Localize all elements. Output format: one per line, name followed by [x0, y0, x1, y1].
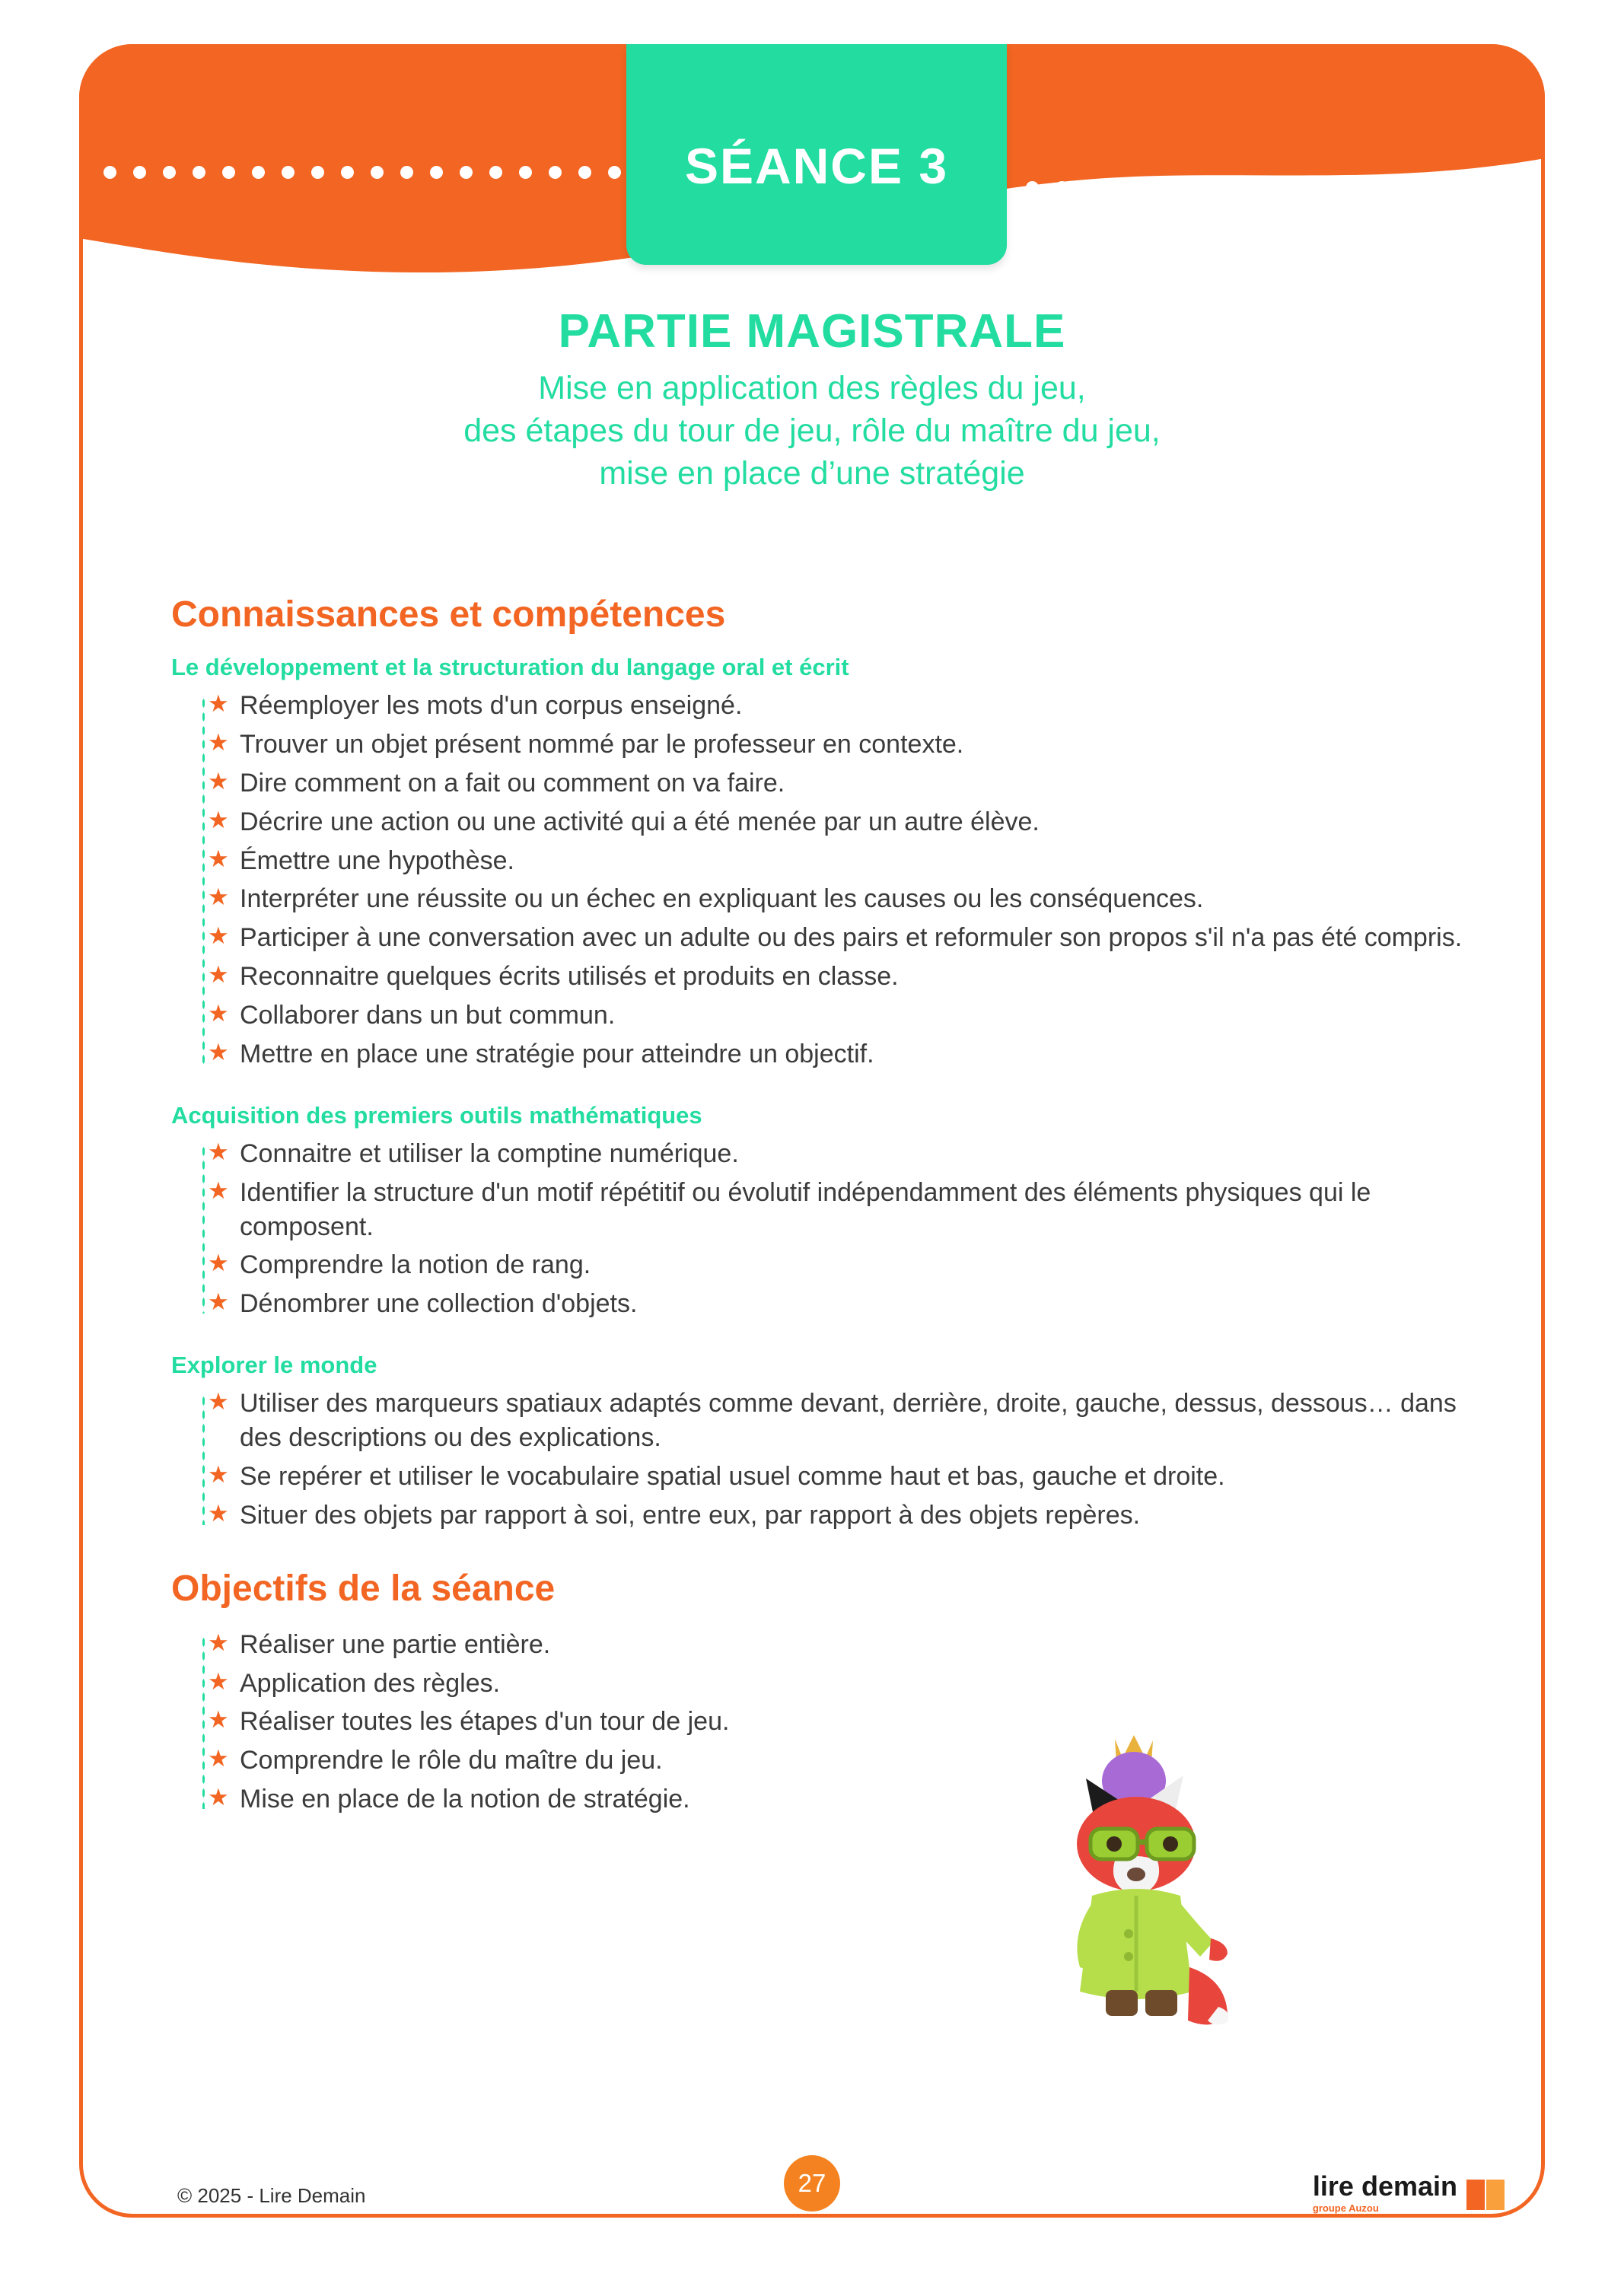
star-icon: ★	[208, 961, 229, 989]
star-icon: ★	[208, 1038, 229, 1065]
section-heading: Objectifs de la séance	[171, 1568, 556, 1609]
list-item	[208, 1037, 1465, 1072]
dot	[103, 166, 116, 179]
star-icon: ★	[208, 1784, 229, 1811]
dot	[311, 166, 324, 179]
dot	[371, 166, 384, 179]
subtitle-line: Mise en application des règles du jeu,	[538, 370, 1086, 406]
dot	[1293, 181, 1306, 194]
list-item	[208, 1628, 1465, 1662]
star-icon: ★	[208, 1177, 229, 1204]
dot	[1085, 181, 1098, 194]
brand-sublabel: groupe Auzou	[1312, 2202, 1379, 2214]
dot	[163, 166, 176, 179]
copyright-text: © 2025 - Lire Demain	[177, 2184, 366, 2207]
subtitle-line: mise en place d’une stratégie	[599, 454, 1025, 492]
section-heading: Connaissances et compétences	[171, 594, 726, 635]
section-knowledge	[171, 594, 1465, 1533]
dot	[222, 166, 235, 179]
list-item-text: Mettre en place une stratégie pour atteindre un objectif.	[240, 1039, 874, 1068]
session-tab	[626, 44, 1007, 265]
star-icon: ★	[208, 1667, 229, 1695]
list-item-text: Comprendre la notion de rang.	[240, 1250, 591, 1280]
list-item	[208, 1667, 1465, 1701]
bullet-list	[194, 1387, 1465, 1533]
brand-logo	[1312, 2170, 1506, 2214]
dot	[460, 166, 473, 179]
dot	[341, 166, 354, 179]
star-icon: ★	[208, 1706, 229, 1734]
star-icon: ★	[208, 1745, 229, 1772]
dot	[1026, 181, 1039, 194]
list-item	[208, 766, 1465, 801]
star-icon: ★	[208, 1288, 229, 1316]
list-item-text: Connaitre et utiliser la comptine numérique.	[240, 1138, 739, 1168]
list-item-text: Dire comment on a fait ou comment on va faire.	[240, 768, 785, 798]
decorative-dots-left	[103, 166, 710, 179]
list-item	[208, 844, 1465, 878]
list-item	[208, 1176, 1465, 1244]
list-item	[208, 960, 1465, 994]
list-item-text: Identifier la structure d'un motif répétitif ou évolutif indépendamment des éléments physiques qui le composent.	[240, 1177, 1371, 1241]
dot	[1115, 181, 1128, 194]
dot	[1204, 181, 1217, 194]
page-number-badge: 27	[784, 2155, 840, 2212]
dot	[578, 166, 591, 179]
page-subtitle	[79, 368, 1545, 495]
bullet-list	[194, 1137, 1465, 1321]
star-icon: ★	[208, 1250, 229, 1277]
list-item-text: Reconnaitre quelques écrits utilisés et produits en classe.	[240, 962, 899, 992]
list-item-text: Émettre une hypothèse.	[240, 845, 515, 875]
list-item	[208, 1287, 1465, 1321]
group-subheading: Le développement et la structuration du langage oral et écrit	[171, 654, 849, 680]
group-subheading: Explorer le monde	[171, 1352, 377, 1379]
star-icon: ★	[208, 728, 229, 756]
list-item-text: Trouver un objet présent nommé par le professeur en contexte.	[240, 729, 964, 759]
star-icon: ★	[208, 845, 229, 872]
brand-text	[1312, 2170, 1457, 2214]
list-item-text: Décrire une action ou une activité qui a été menée par un autre élève.	[240, 807, 1040, 836]
list-item	[208, 1248, 1465, 1282]
subtitle-line: des étapes du tour de jeu, rôle du maître du jeu,	[463, 412, 1161, 449]
bullet-list	[194, 689, 1465, 1072]
list-item-text: Comprendre le rôle du maître du jeu.	[240, 1746, 663, 1775]
list-item	[208, 805, 1465, 839]
group-language	[171, 654, 1465, 1072]
star-icon: ★	[208, 1000, 229, 1027]
dot	[519, 166, 532, 179]
list-item	[208, 1137, 1465, 1171]
star-icon: ★	[208, 690, 229, 717]
dot	[608, 166, 621, 179]
list-item-text: Collaborer dans un but commun.	[240, 1001, 616, 1030]
star-icon: ★	[208, 1138, 229, 1165]
star-icon: ★	[208, 884, 229, 911]
dot	[133, 166, 146, 179]
list-item	[208, 1387, 1465, 1455]
page-title: PARTIE MAGISTRALE	[558, 305, 1066, 358]
list-item-text: Mise en place de la notion de stratégie.	[240, 1785, 690, 1814]
list-item	[208, 689, 1465, 723]
list-item	[208, 1743, 1465, 1778]
star-icon: ★	[208, 1499, 229, 1527]
dot	[489, 166, 502, 179]
list-item-text: Dénombrer une collection d'objets.	[240, 1289, 638, 1319]
session-tab-label: SÉANCE 3	[684, 138, 949, 194]
list-item	[208, 1705, 1465, 1739]
dot	[282, 166, 295, 179]
list-item-text: Situer des objets par rapport à soi, entre eux, par rapport à des objets repères.	[240, 1500, 1141, 1530]
fox-mascot-illustration	[1001, 1716, 1275, 2036]
list-item-text: Interpréter une réussite ou un échec en expliquant les causes ou les conséquences.	[240, 884, 1204, 914]
list-item	[208, 1460, 1465, 1494]
list-item	[208, 1498, 1465, 1533]
list-item	[208, 921, 1465, 955]
brand-name: lire demain	[1312, 2170, 1457, 2202]
list-item	[208, 998, 1465, 1033]
list-item-text: Réaliser toutes les étapes d'un tour de jeu.	[240, 1707, 730, 1737]
dot	[549, 166, 562, 179]
dot	[430, 166, 443, 179]
list-item	[208, 1782, 1465, 1817]
title-block	[79, 304, 1545, 495]
list-item	[208, 728, 1465, 762]
dot	[1145, 181, 1157, 194]
star-icon: ★	[208, 806, 229, 833]
star-icon: ★	[208, 1388, 229, 1415]
group-subheading: Acquisition des premiers outils mathématiques	[171, 1101, 702, 1129]
decorative-dots-right	[1026, 181, 1306, 194]
star-icon: ★	[208, 767, 229, 795]
list-item-text: Application des règles.	[240, 1668, 501, 1698]
dot	[252, 166, 265, 179]
group-world	[171, 1352, 1465, 1533]
book-icon	[1465, 2177, 1506, 2213]
dot	[1056, 181, 1068, 194]
star-icon: ★	[208, 1629, 229, 1656]
dot	[1174, 181, 1187, 194]
content-area	[171, 594, 1465, 1821]
list-item-text: Utiliser des marqueurs spatiaux adaptés comme devant, derrière, droite, gauche, dessus, dessous… dans des descriptions ou des explications.	[240, 1389, 1457, 1452]
list-item-text: Se repérer et utiliser le vocabulaire spatial usuel comme haut et bas, gauche et droite.	[240, 1461, 1225, 1491]
list-item	[208, 882, 1465, 916]
list-item-text: Participer à une conversation avec un adulte ou des pairs et reformuler son propos s'il n'a pas été compris.	[240, 923, 1463, 953]
star-icon: ★	[208, 922, 229, 950]
star-icon: ★	[208, 1460, 229, 1488]
dot	[1234, 181, 1247, 194]
dot	[193, 166, 205, 179]
dot	[400, 166, 413, 179]
list-item-text: Réemployer les mots d'un corpus enseigné.	[240, 691, 743, 720]
group-math	[171, 1102, 1465, 1321]
list-item-text: Réaliser une partie entière.	[240, 1629, 551, 1659]
dot	[1263, 181, 1276, 194]
